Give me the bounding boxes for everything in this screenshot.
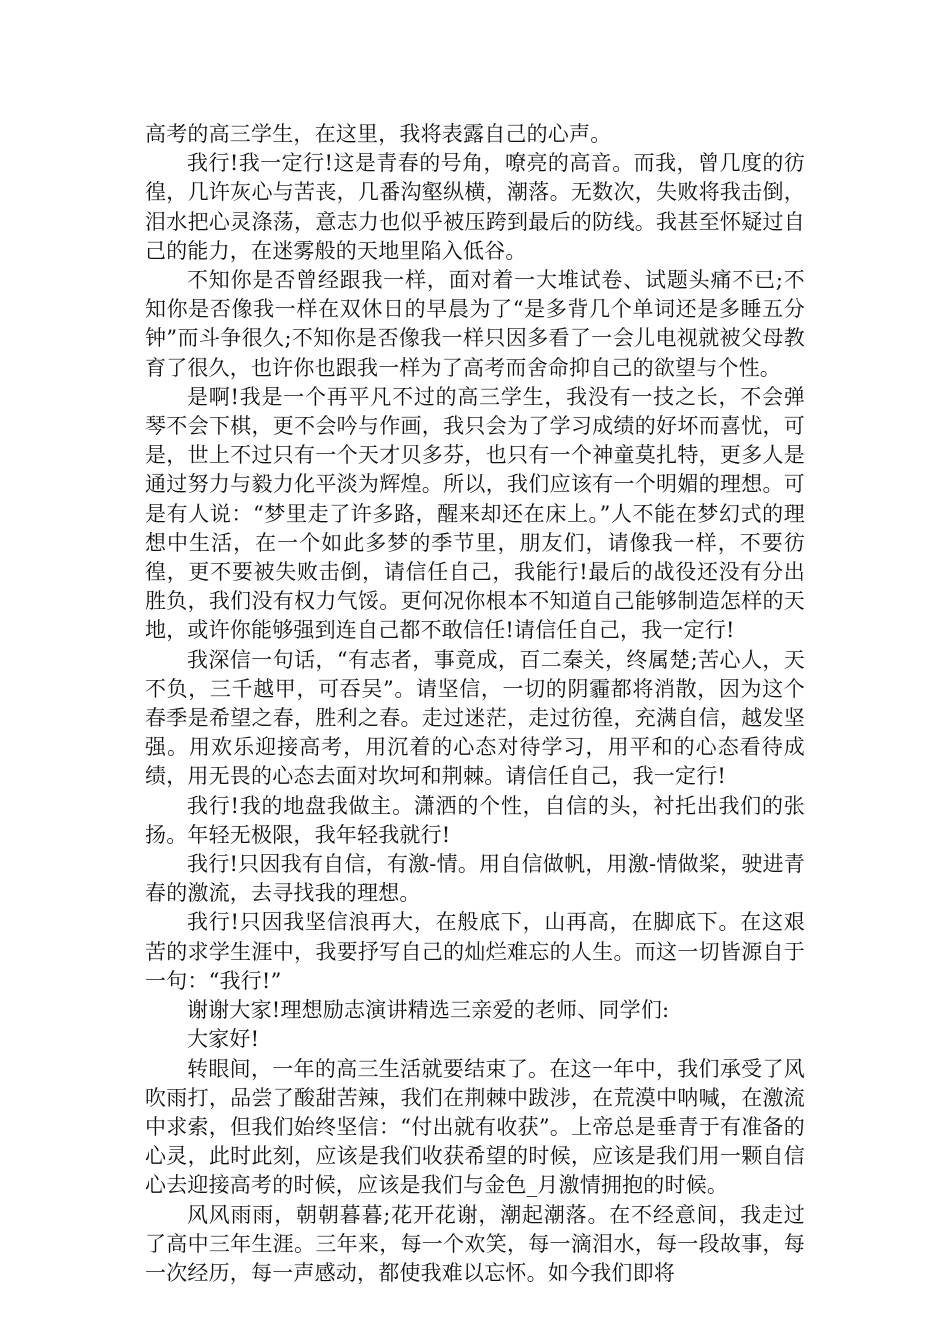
- paragraph: 风风雨雨，朝朝暮暮;花开花谢，潮起潮落。在不经意间，我走过了高中三年生涯。三年来，每一个欢笑，每一滴泪水，每一段故事，每一次经历，每一声感动，都使我难以忘怀。如今我们即将: [145, 1202, 805, 1285]
- paragraph: 是啊!我是一个再平凡不过的高三学生，我没有一技之长，不会弹琴不会下棋，更不会吟与作画，我只会为了学习成绩的好坏而喜忧，可是，世上不过只有一个天才贝多芬，也只有一个神童莫扎特，更多人是通过努力与毅力化平淡为辉煌。所以，我们应该有一个明媚的理想。可是有人说：“梦里走了许多路，醒来却还在床上。”人不能在梦幻式的理想中生活，在一个如此多梦的季节里，朋友们，请像我一样，不要彷徨，更不要被失败击倒，请信任自己，我能行!最后的战役还没有分出胜负，我们没有权力气馁。更何况你根本不知道自己能够制造怎样的天地，或许你能够强到连自己都不敢信任!请信任自己，我一定行!: [145, 384, 805, 643]
- paragraph: 大家好!: [187, 1027, 260, 1052]
- paragraph: 我行!只因我坚信浪再大，在般底下，山再高，在脚底下。在这艰苦的求学生涯中，我要抒写自己的灿烂难忘的人生。而这一切皆源自于一句：“我行!”: [145, 910, 805, 993]
- paragraph: 我行!我的地盘我做主。潇洒的个性，自信的头，衬托出我们的张扬。年轻无极限，我年轻我就行!: [145, 793, 805, 847]
- document-body: [145, 120, 805, 1288]
- paragraph: 转眼间，一年的高三生活就要结束了。在这一年中，我们承受了风吹雨打，品尝了酸甜苦辣，我们在荆棘中跋涉，在荒漠中呐喊，在激流中求索，但我们始终坚信：“付出就有收获”。上帝总是垂青于有准备的心灵，此时此刻，应该是我们收获希望的时候，应该是我们用一颗自信心去迎接高考的时候，应该是我们与金色_月激情拥抱的时候。: [145, 1056, 805, 1198]
- paragraph: 高考的高三学生，在这里，我将表露自己的心声。: [145, 122, 612, 146]
- paragraph: 我深信一句话，“有志者，事竟成，百二秦关，终属楚;苦心人，天不负，三千越甲，可吞吴”。请坚信，一切的阴霾都将消散，因为这个春季是希望之春，胜利之春。走过迷茫，走过彷徨，充满自信，越发坚强。用欢乐迎接高考，用沉着的心态对待学习，用平和的心态看待成绩，用无畏的心态去面对坎坷和荆棘。请信任自己，我一定行!: [145, 647, 805, 789]
- paragraph: 不知你是否曾经跟我一样，面对着一大堆试卷、试题头痛不已;不知你是否像我一样在双休日的早晨为了“是多背几个单词还是多睡五分钟”而斗争很久;不知你是否像我一样只因多看了一会儿电视就被父母教育了很久，也许你也跟我一样为了高考而舍命抑自己的欲望与个性。: [145, 268, 805, 380]
- paragraph: 谢谢大家!理想励志演讲精选三亲爱的老师、同学们:: [187, 998, 670, 1023]
- paragraph: 我行!我一定行!这是青春的号角，嘹亮的高音。而我，曾几度的彷徨，几许灰心与苦丧，几番沟壑纵横，潮落。无数次，失败将我击倒，泪水把心灵涤荡，意志力也似乎被压跨到最后的防线。我甚至怀疑过自己的能力，在迷雾般的天地里陷入低谷。: [145, 151, 805, 263]
- paragraph: 我行!只因我有自信，有激-情。用自信做帆，用激-情做桨，驶进青春的激流，去寻找我的理想。: [145, 852, 805, 906]
